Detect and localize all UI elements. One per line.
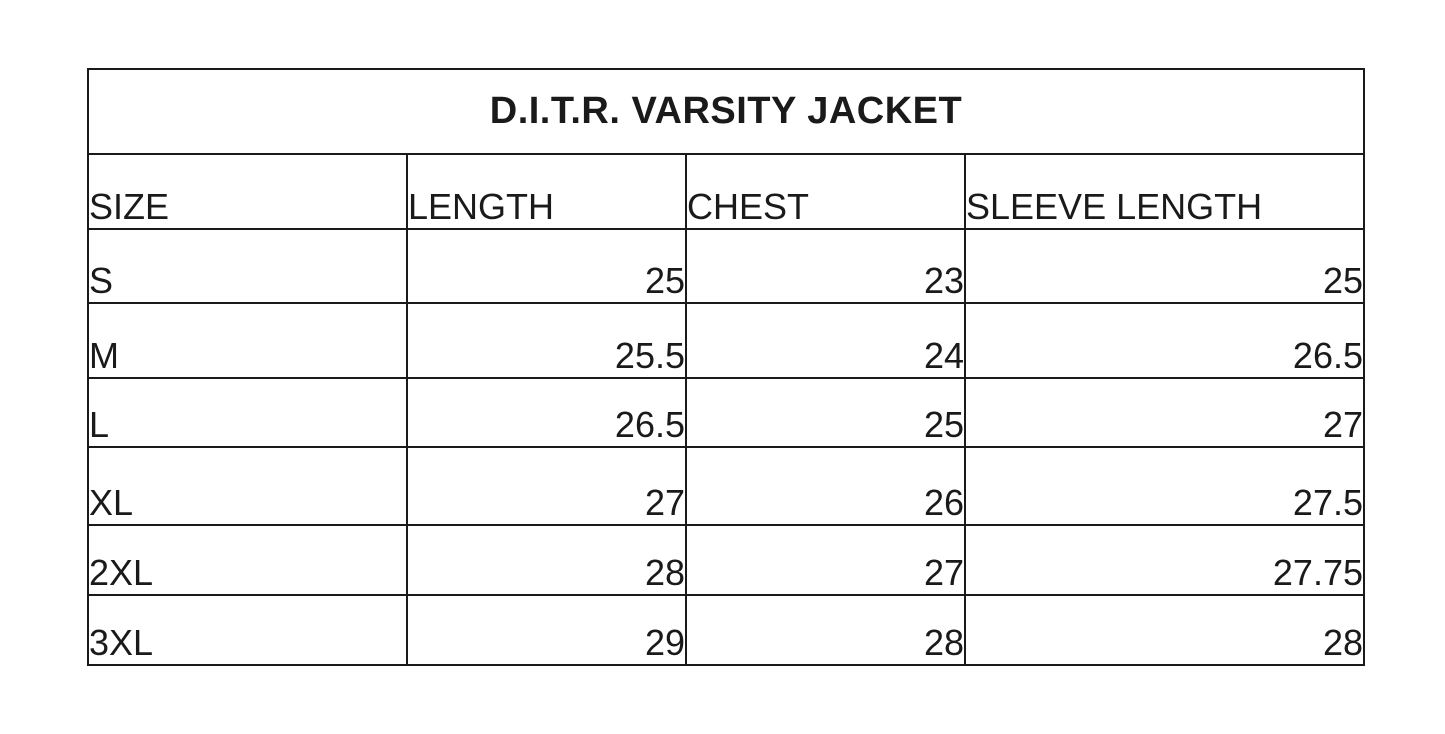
header-row — [88, 154, 1364, 229]
length-cell: 28 — [407, 525, 686, 595]
size-cell: L — [88, 378, 407, 447]
chest-cell: 26 — [686, 447, 965, 525]
length-cell: 25 — [407, 229, 686, 303]
table-row — [88, 525, 1364, 595]
chart-title: D.I.T.R. VARSITY JACKET — [88, 69, 1364, 154]
size-cell: 2XL — [88, 525, 407, 595]
size-chart-table — [87, 68, 1365, 666]
sleeve-length-cell: 27.5 — [965, 447, 1364, 525]
column-header-length: LENGTH — [407, 154, 686, 229]
column-header-size: SIZE — [88, 154, 407, 229]
length-cell: 26.5 — [407, 378, 686, 447]
chest-cell: 25 — [686, 378, 965, 447]
table-row — [88, 447, 1364, 525]
table-row — [88, 378, 1364, 447]
sleeve-length-cell: 27 — [965, 378, 1364, 447]
sleeve-length-cell: 26.5 — [965, 303, 1364, 378]
chest-cell: 28 — [686, 595, 965, 665]
sleeve-length-cell: 28 — [965, 595, 1364, 665]
table-row — [88, 595, 1364, 665]
column-header-sleeve-length: SLEEVE LENGTH — [965, 154, 1364, 229]
chest-cell: 23 — [686, 229, 965, 303]
chest-cell: 27 — [686, 525, 965, 595]
table-row — [88, 303, 1364, 378]
length-cell: 25.5 — [407, 303, 686, 378]
sleeve-length-cell: 27.75 — [965, 525, 1364, 595]
size-cell: XL — [88, 447, 407, 525]
column-header-chest: CHEST — [686, 154, 965, 229]
size-cell: S — [88, 229, 407, 303]
chest-cell: 24 — [686, 303, 965, 378]
size-cell: 3XL — [88, 595, 407, 665]
length-cell: 27 — [407, 447, 686, 525]
title-row — [88, 69, 1364, 154]
table-row — [88, 229, 1364, 303]
size-cell: M — [88, 303, 407, 378]
length-cell: 29 — [407, 595, 686, 665]
sleeve-length-cell: 25 — [965, 229, 1364, 303]
